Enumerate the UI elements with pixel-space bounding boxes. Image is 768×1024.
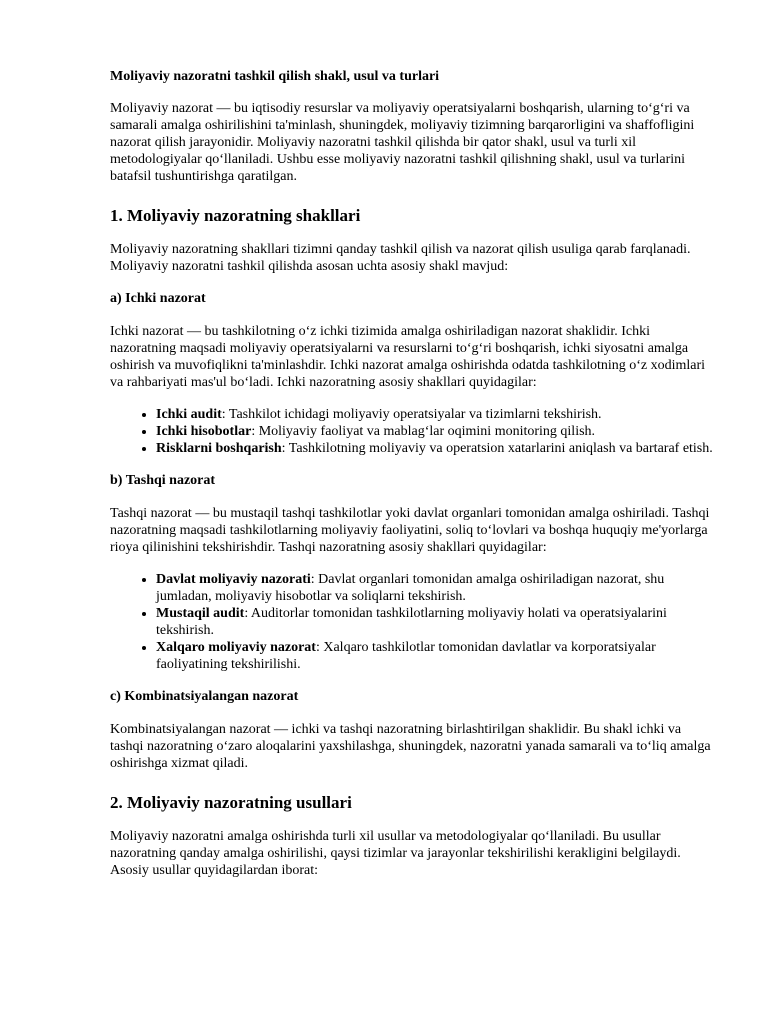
list-item bbox=[156, 406, 715, 423]
list-item-desc: : Xalqaro tashkilotlar tomonidan davlatlar va korporatsiyalar faoliyatining tekshirilishi. bbox=[156, 640, 656, 672]
list-item-desc: : Tashkilot ichidagi moliyaviy operatsiyalar va tizimlarni tekshirish. bbox=[221, 407, 602, 422]
list-item-term: Ichki audit bbox=[156, 407, 222, 422]
list-item-desc: : Tashkilotning moliyaviy va operatsion xatarlarini aniqlash va bartaraf etish. bbox=[281, 441, 713, 456]
document-page bbox=[110, 68, 715, 894]
list-item-desc: : Auditorlar tomonidan tashkilotlarning moliyaviy holati va operatsiyalarini tekshirish. bbox=[156, 606, 667, 638]
section-2-heading: 2. Moliyaviy nazoratning usullari bbox=[110, 793, 352, 812]
list-item bbox=[156, 605, 715, 639]
list-item-term: Xalqaro moliyaviy nazorat bbox=[156, 640, 316, 655]
intro-paragraph: Moliyaviy nazorat — bu iqtisodiy resurslar va moliyaviy operatsiyalarni boshqarish, ularning to‘g‘ri va samarali amalga oshirilishini ta'minlash, shuningdek, moliyaviy tizimning barqarorligini va shaffofligini nazorat qilish jarayonidir. Moliyaviy nazoratni tashkil qilishda bir qator shakl, usul va turli xil metodologiyalar qo‘llaniladi. Ushbu esse moliyaviy nazoratni tashkil qilishning shakl, usul va turlarini batafsil tushuntirishga qaratilgan. bbox=[110, 101, 695, 184]
document-title: Moliyaviy nazoratni tashkil qilish shakl, usul va turlari bbox=[110, 69, 440, 84]
external-control-list bbox=[110, 571, 715, 673]
list-item bbox=[156, 440, 715, 457]
list-item bbox=[156, 639, 715, 673]
list-item-term: Ichki hisobotlar bbox=[156, 424, 252, 439]
list-item-term: Mustaqil audit bbox=[156, 606, 245, 621]
list-item bbox=[156, 423, 715, 440]
internal-control-list bbox=[110, 406, 715, 457]
list-item-term: Davlat moliyaviy nazorati bbox=[156, 572, 311, 587]
list-item-term: Risklarni boshqarish bbox=[156, 441, 282, 456]
list-item-desc: : Davlat organlari tomonidan amalga oshiriladigan nazorat, shu jumladan, moliyaviy hisobotlar va soliqlarni tekshirish. bbox=[156, 572, 665, 604]
subsection-a-heading: a) Ichki nazorat bbox=[110, 291, 206, 306]
subsection-c-text: Kombinatsiyalangan nazorat — ichki va tashqi nazoratning birlashtirilgan shaklidir. Bu shakl ichki va tashqi nazoratning o‘zaro aloqalarini yaxshilashga, shuningdek, nazoratni yanada samarali va to‘liq amalga oshirishga xizmat qiladi. bbox=[110, 722, 711, 771]
subsection-a-text: Ichki nazorat — bu tashkilotning o‘z ichki tizimida amalga oshiriladigan nazorat shaklidir. Ichki nazoratning maqsadi moliyaviy operatsiyalarni va resurslarni to‘g‘ri boshqarish, ichki siyosatni amalga oshirish va muvofiqlikni ta'minlashdir. Ichki nazorat amalga oshirishda odatda tashkilotning o‘z xodimlari va rahbariyati mas'ul bo‘ladi. Ichki nazoratning asosiy shakllari quyidagilar: bbox=[110, 324, 706, 390]
section-2-intro: Moliyaviy nazoratni amalga oshirishda turli xil usullar va metodologiyalar qo‘llaniladi. Bu usullar nazoratning qanday amalga oshirilishi, qaysi tizimlar va jarayonlar tekshirilishi kerakligini belgilaydi. Asosiy usullar quyidagilardan iborat: bbox=[110, 829, 681, 878]
subsection-c-heading: c) Kombinatsiyalangan nazorat bbox=[110, 689, 299, 704]
subsection-b-text: Tashqi nazorat — bu mustaqil tashqi tashkilotlar yoki davlat organlari tomonidan amalga oshiriladi. Tashqi nazoratning maqsadi tashkilotlarning moliyaviy faoliyatini, soliq to‘lovlari va boshqa huquqiy me'yorlarga rioya qilinishini tekshirishdir. Tashqi nazoratning asosiy shakllari quyidagilar: bbox=[110, 506, 710, 555]
section-1-intro: Moliyaviy nazoratning shakllari tizimni qanday tashkil qilish va nazorat qilish usuliga qarab farqlanadi. Moliyaviy nazoratni tashkil qilishda asosan uchta asosiy shakl mavjud: bbox=[110, 242, 691, 274]
section-1-heading: 1. Moliyaviy nazoratning shakllari bbox=[110, 206, 361, 225]
list-item bbox=[156, 571, 715, 605]
subsection-b-heading: b) Tashqi nazorat bbox=[110, 473, 216, 488]
list-item-desc: : Moliyaviy faoliyat va mablag‘lar oqimini monitoring qilish. bbox=[251, 424, 596, 439]
